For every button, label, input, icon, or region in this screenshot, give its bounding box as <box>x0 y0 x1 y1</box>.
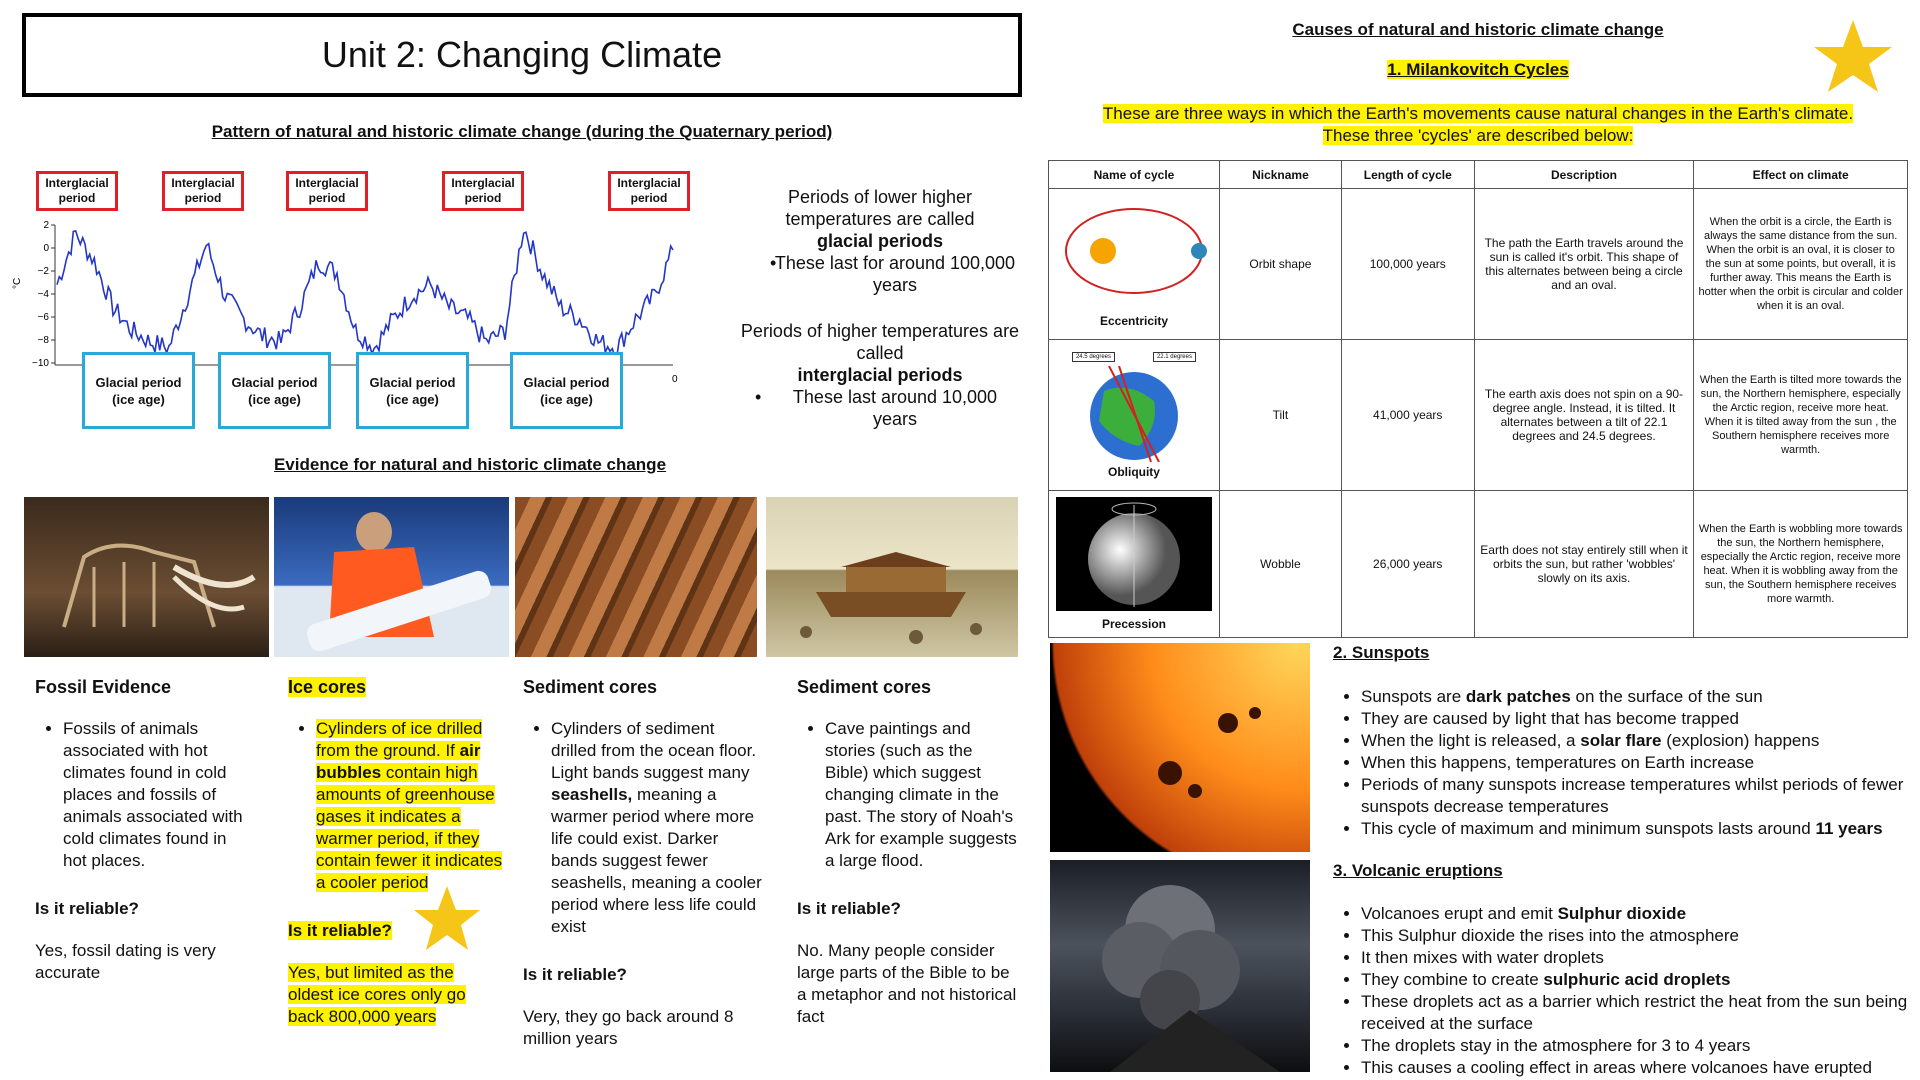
y-tick-label: 0 <box>43 243 49 254</box>
fossil-photo <box>24 497 269 657</box>
sediment-bullet-b: meaning a warmer period where more life could exist. Darker bands suggest fewer seashells, meaning a cooler period where less life could exist <box>551 785 762 936</box>
sediment-cores-title: Sediment cores <box>523 677 658 697</box>
glacial-para: Periods of lower higher temperatures are called <box>785 187 975 229</box>
milankovitch-intro <box>1048 103 1908 147</box>
precession-cell <box>1049 491 1220 638</box>
intro-line-1: These are three ways in which the Earth's movements cause natural changes in the Earth's climate. <box>1102 104 1854 123</box>
glacial-sub-text: (ice age) <box>112 391 165 407</box>
glacial-explanation: Periods of lower higher temperatures are called glacial periods • These last for around 100,000 years Periods of higher temperatures are called interglacial periods • These last around 10,000 years <box>740 187 1020 429</box>
historical-reliable-question: Is it reliable? <box>797 899 901 918</box>
interglacial-text: Interglacial period <box>45 176 109 205</box>
volcanic-heading: 3. Volcanic eruptions <box>1333 861 1503 880</box>
ice-bullet-a: Cylinders of ice drilled from the ground. If <box>316 719 483 760</box>
sunspot-b3a: When the light is released, a <box>1361 731 1581 750</box>
ice-bullet-b: contain high amounts of greenhouse gases it indicates a warmer period, if they contain fewer it indicates a cooler period <box>316 763 503 892</box>
fossil-bullet: • Fossils of animals associated with hot climates found in cold places and fossils of animals associated with cold climates found in hot places. <box>63 718 250 872</box>
cycle-effect: When the Earth is wobbling more towards the sun, the Northern hemisphere, especially the Arctic region, receive more heat. When it is wobbling away from the sun, the Southern hemisphere receives more warmth. <box>1694 491 1908 638</box>
volcanic-b3: • It then mixes with water droplets <box>1361 947 1915 969</box>
cycle-length: 26,000 years <box>1341 491 1474 638</box>
y-tick-label: −4 <box>37 289 49 300</box>
sunspot-b3c: (explosion) happens <box>1661 731 1820 750</box>
interglacial-text: Interglacial period <box>171 176 235 205</box>
volcanic-b5: • These droplets act as a barrier which restrict the heat from the sun being received at the surface <box>1361 991 1915 1035</box>
tilt-label-b: 22.1 degrees <box>1153 352 1196 362</box>
temperature-series-line <box>57 231 673 357</box>
y-ticks <box>32 220 55 369</box>
obliquity-cell <box>1049 340 1220 491</box>
interglacial-text: Interglacial period <box>295 176 359 205</box>
glacial-bold: glacial periods <box>816 231 944 251</box>
volcanic-b1b: Sulphur dioxide <box>1557 904 1687 923</box>
interglacial-bullet: These last around 10,000 years <box>792 387 998 429</box>
sunspots-heading: 2. Sunspots <box>1333 643 1430 662</box>
cycle-name: Precession <box>1101 617 1167 631</box>
volcanic-b4a: They combine to create <box>1361 970 1544 989</box>
glacial-sub-text: (ice age) <box>386 391 439 407</box>
historical-bullet: • Cave paintings and stories (such as the Bible) which suggest changing climate in the past. The story of Noah's Ark for example suggests a large flood. <box>825 718 1017 872</box>
milankovitch-text: 1. Milankovitch Cycles <box>1387 60 1569 79</box>
sunspot-b1b: dark patches <box>1465 687 1571 706</box>
y-tick-label: 2 <box>43 220 49 231</box>
eccentricity-cell <box>1049 189 1220 340</box>
volcanic-b2: • This Sulphur dioxide the rises into the atmosphere <box>1361 925 1915 947</box>
tilt-label-a: 24.5 degrees <box>1072 352 1115 362</box>
cycle-effect: When the orbit is a circle, the Earth is always the same distance from the sun. When the orbit is an oval, it is closer to the sun at some points, but overall, it is further away. This means the Earth is hotter when the orbit is circular and colder when it is an oval. <box>1694 189 1908 340</box>
y-unit-label: °C <box>12 277 23 289</box>
interglacial-tag-3 <box>286 171 368 211</box>
cycle-length: 100,000 years <box>1341 189 1474 340</box>
eccentricity-diagram <box>1059 201 1209 311</box>
historical-evidence-title: Sediment cores <box>797 677 932 697</box>
historical-reliable-answer: No. Many people consider large parts of the Bible to be a metaphor and not historical fact <box>797 941 1017 1026</box>
sunspots-list <box>1333 686 1915 840</box>
glacial-tag-3 <box>356 352 469 429</box>
glacial-text: Glacial period <box>231 374 318 390</box>
volcanic-b1a: Volcanoes erupt and emit <box>1361 904 1558 923</box>
sunspot-photo <box>1050 643 1310 852</box>
header-length: Length of cycle <box>1341 161 1474 189</box>
star-icon <box>1812 18 1894 94</box>
page-title <box>22 13 1022 97</box>
glacial-sub-text: (ice age) <box>540 391 593 407</box>
title-text: Unit 2: Changing Climate <box>321 34 723 75</box>
causes-heading: Causes of natural and historic climate change <box>1292 20 1664 39</box>
fossil-reliable-question: Is it reliable? <box>35 899 139 918</box>
precession-diagram <box>1056 497 1212 611</box>
sunspot-b1a: Sunspots are <box>1361 687 1466 706</box>
volcanic-b6: • The droplets stay in the atmosphere for 3 to 4 years <box>1361 1035 1915 1057</box>
sediment-cores-column <box>523 676 763 1050</box>
glacial-text: Glacial period <box>369 374 456 390</box>
cycle-nickname: Tilt <box>1219 340 1341 491</box>
noahs-ark-photo <box>766 497 1018 657</box>
interglacial-text: Interglacial period <box>617 176 681 205</box>
volcano-photo <box>1050 860 1310 1072</box>
glacial-tag-1 <box>82 352 195 429</box>
cycle-nickname: Wobble <box>1219 491 1341 638</box>
sediment-bullet-bold: seashells, <box>551 785 633 804</box>
milankovitch-table <box>1048 160 1908 638</box>
ice-core-photo <box>274 497 509 657</box>
interglacial-tag-2 <box>162 171 244 211</box>
y-tick-label: −8 <box>37 335 49 346</box>
interglacial-tag-1 <box>36 171 118 211</box>
milankovitch-heading <box>1048 60 1908 80</box>
ice-cores-title: Ice cores <box>288 677 367 697</box>
pattern-heading: Pattern of natural and historic climate change (during the Quaternary period) <box>211 122 833 141</box>
table-row <box>1049 491 1908 638</box>
sediment-core-photo <box>515 497 757 657</box>
fossil-evidence-column <box>35 676 250 984</box>
ice-reliable-question: Is it reliable? <box>288 921 392 940</box>
sunspot-b1c: on the surface of the sun <box>1570 687 1763 706</box>
header-nickname: Nickname <box>1219 161 1341 189</box>
historical-evidence-column <box>797 676 1017 1028</box>
intro-line-2: These three 'cycles' are described below: <box>1322 126 1634 145</box>
interglacial-text: Interglacial period <box>451 176 515 205</box>
y-tick-label: −6 <box>37 312 49 323</box>
cycle-effect: When the Earth is tilted more towards the sun, the Northern hemisphere, especially the Arctic region, receive more heat. When it is tilted away from the sun , the Southern hemisphere receives more warmth. <box>1694 340 1908 491</box>
interglacial-tag-5 <box>608 171 690 211</box>
star-icon <box>412 884 482 952</box>
cycle-length: 41,000 years <box>1341 340 1474 491</box>
cycle-description: Earth does not stay entirely still when it orbits the sun, but rather 'wobbles' slowly on its axis. <box>1474 491 1694 638</box>
sunspot-b4: • When this happens, temperatures on Earth increase <box>1361 752 1915 774</box>
fossil-evidence-title: Fossil Evidence <box>35 677 172 697</box>
glacial-sub-text: (ice age) <box>248 391 301 407</box>
sunspot-b6a: This cycle of maximum and minimum sunspots lasts around <box>1361 819 1816 838</box>
glacial-bullet: These last for around 100,000 years <box>774 253 1016 295</box>
cycle-description: The earth axis does not spin on a 90-degree angle. Instead, it is tilted. It alternates between a tilt of 22.1 degrees and 24.5 degrees. <box>1474 340 1694 491</box>
interglacial-tag-4 <box>442 171 524 211</box>
header-effect: Effect on climate <box>1694 161 1908 189</box>
glacial-text: Glacial period <box>523 374 610 390</box>
y-tick-label: −2 <box>37 266 49 277</box>
y-tick-label: −10 <box>32 358 49 369</box>
header-name: Name of cycle <box>1049 161 1220 189</box>
interglacial-para: Periods of higher temperatures are called <box>740 321 1020 363</box>
glacial-tag-2 <box>218 352 331 429</box>
cycle-description: The path the Earth travels around the sun is called it's orbit. This shape of this alternates between being a circle and an oval. <box>1474 189 1694 340</box>
sediment-reliable-question: Is it reliable? <box>523 965 627 984</box>
volcanic-b7: • This causes a cooling effect in areas where volcanoes have erupted <box>1361 1057 1915 1079</box>
volcanic-list <box>1333 903 1915 1079</box>
sunspot-b5: • Periods of many sunspots increase temperatures whilst periods of fewer sunspots decrease temperatures <box>1361 774 1915 818</box>
glacial-tag-4 <box>510 352 623 429</box>
obliquity-diagram <box>1059 366 1209 462</box>
cycle-name: Obliquity <box>1107 464 1160 479</box>
fossil-reliable-answer: Yes, fossil dating is very accurate <box>35 941 216 982</box>
x-end-label: 0 <box>672 374 678 385</box>
header-description: Description <box>1474 161 1694 189</box>
sunspot-b3b: solar flare <box>1580 731 1662 750</box>
ice-bullet-bold: air bubbles <box>316 741 481 782</box>
table-row <box>1049 340 1908 491</box>
evidence-heading: Evidence for natural and historic climate change <box>273 455 667 474</box>
cycle-nickname: Orbit shape <box>1219 189 1341 340</box>
ice-cores-column <box>288 676 503 1028</box>
ice-reliable-answer: Yes, but limited as the oldest ice cores only go back 800,000 years <box>288 963 466 1026</box>
sediment-reliable-answer: Very, they go back around 8 million years <box>523 1007 734 1048</box>
interglacial-bold: interglacial periods <box>797 365 963 385</box>
sunspot-b2: • They are caused by light that has become trapped <box>1361 708 1915 730</box>
table-row <box>1049 189 1908 340</box>
volcanic-b4b: sulphuric acid droplets <box>1543 970 1731 989</box>
sunspot-b6b: 11 years <box>1815 819 1883 838</box>
glacial-text: Glacial period <box>95 374 182 390</box>
sediment-bullet-a: Cylinders of sediment drilled from the ocean floor. Light bands suggest many <box>551 719 757 782</box>
cycle-name: Eccentricity <box>1099 313 1169 328</box>
